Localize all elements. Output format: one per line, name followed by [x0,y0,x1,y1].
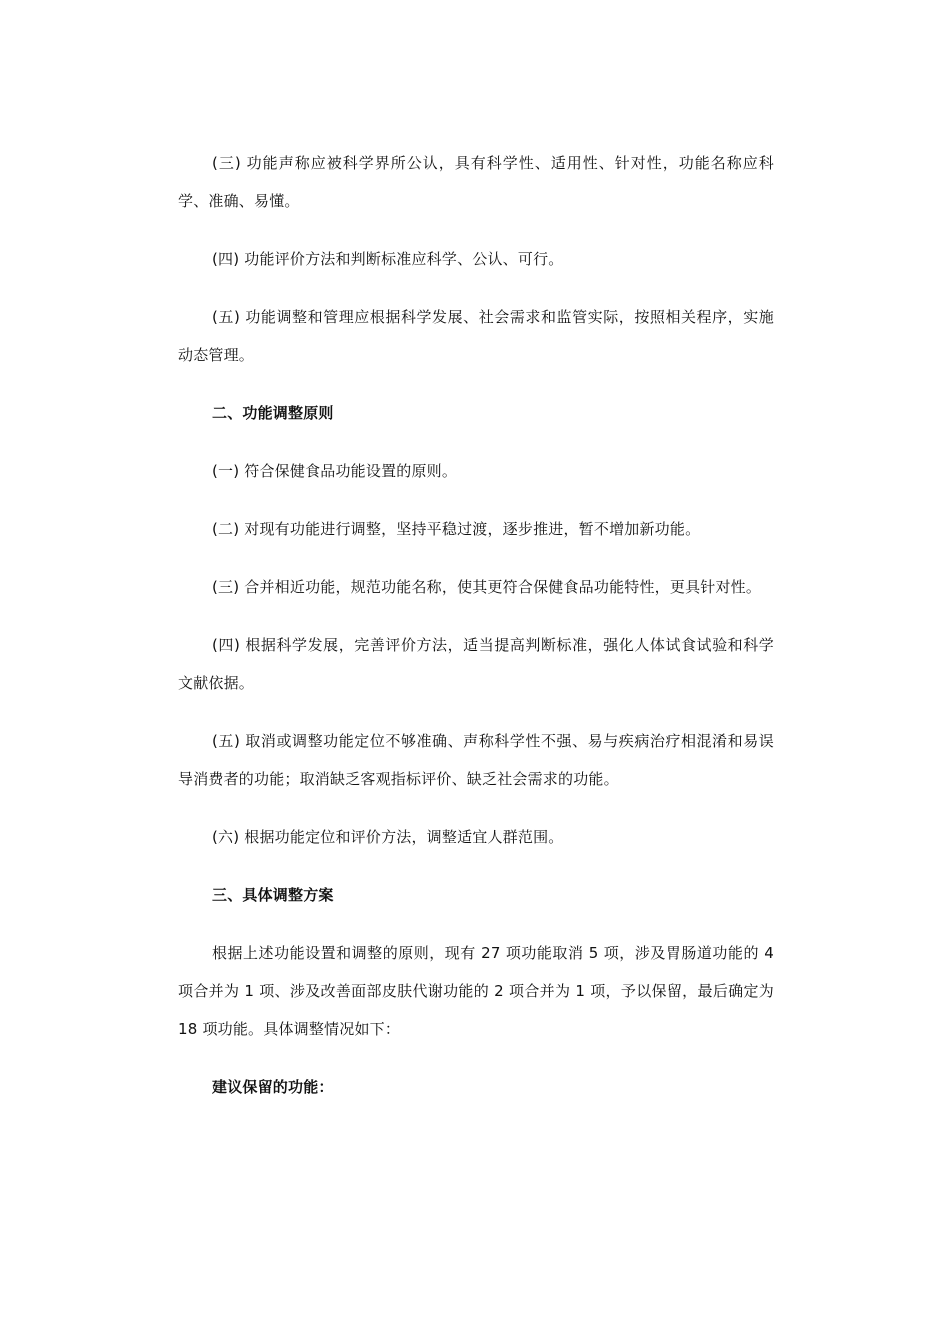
paragraph-principle-4: (四) 根据科学发展，完善评价方法，适当提高判断标准，强化人体试食试验和科学文献依据。 [178,636,774,692]
paragraph-principle-6: (六) 根据功能定位和评价方法，调整适宜人群范围。 [212,828,564,846]
paragraph-principle-3: (三) 合并相近功能，规范功能名称，使其更符合保健食品功能特性，更具针对性。 [212,578,762,596]
paragraph-principle-2: (二) 对现有功能进行调整，坚持平稳过渡，逐步推进，暂不增加新功能。 [212,520,701,538]
paragraph-principle-1: (一) 符合保健食品功能设置的原则。 [212,462,458,480]
paragraph-principle-5: (五) 取消或调整功能定位不够准确、声称科学性不强、易与疾病治疗相混淆和易误导消费者的功能；取消缺乏客观指标评价、缺乏社会需求的功能。 [178,732,774,788]
document-body [178,144,774,1126]
paragraph-dynamic-management: (五) 功能调整和管理应根据科学发展、社会需求和监管实际，按照相关程序，实施动态管理。 [178,308,774,364]
paragraph-evaluation-method: (四) 功能评价方法和判断标准应科学、公认、可行。 [212,250,564,268]
paragraph-adjustment-summary: 根据上述功能设置和调整的原则，现有 27 项功能取消 5 项，涉及胃肠道功能的 4 项合并为 1 项、涉及改善面部皮肤代谢功能的 2 项合并为 1 项，予以保留，最后确定为 18 项功能。具体调整情况如下： [178,944,774,1038]
section-heading-adjustment-principles: 二、功能调整原则 [212,404,334,422]
subheading-retained-functions: 建议保留的功能： [212,1078,334,1096]
paragraph-function-claim: (三) 功能声称应被科学界所公认，具有科学性、适用性、针对性，功能名称应科学、准确、易懂。 [178,154,774,210]
section-heading-adjustment-plan: 三、具体调整方案 [212,886,334,904]
